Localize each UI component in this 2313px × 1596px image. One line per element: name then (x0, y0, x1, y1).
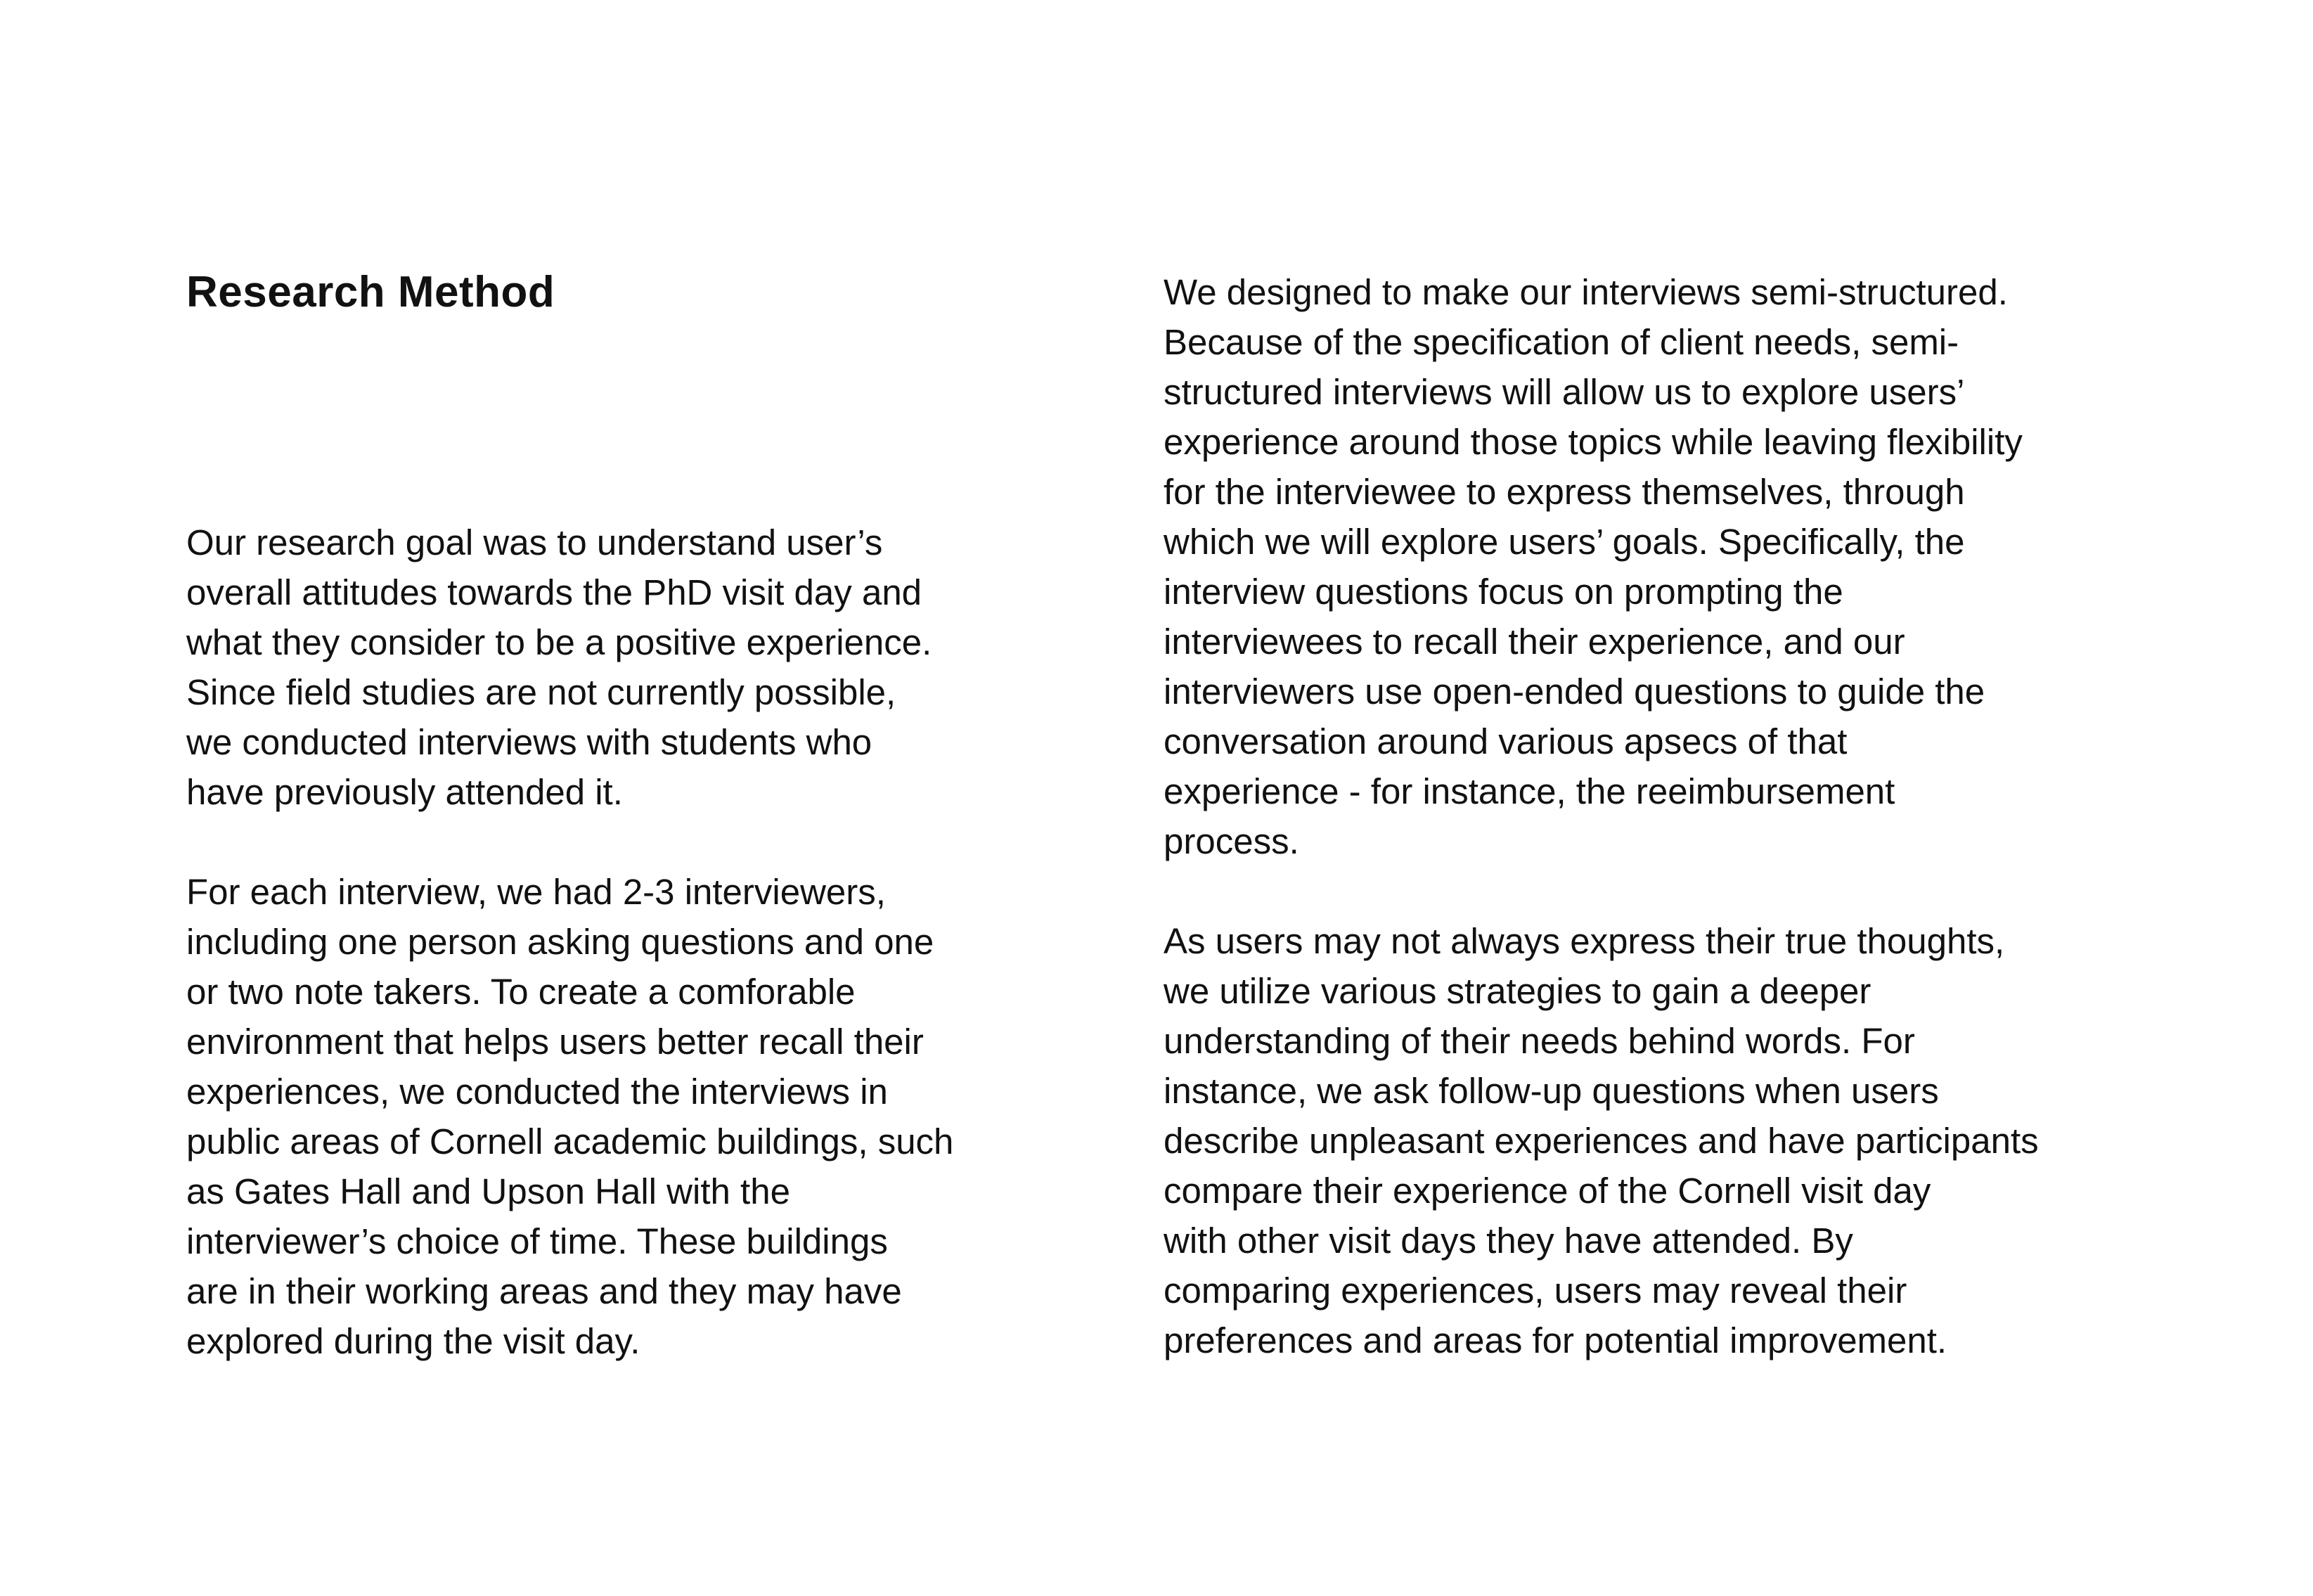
right-column (1164, 267, 2120, 1365)
text-line: We designed to make our interviews semi-structured. (1164, 272, 2008, 312)
text-line: or two note takers. To create a comforable (186, 972, 856, 1012)
right-paragraph-1 (1164, 267, 2120, 866)
text-line: what they consider to be a positive experience. (186, 622, 932, 662)
text-line: Since field studies are not currently possible, (186, 672, 896, 712)
text-line: interviewees to recall their experience, and our (1164, 622, 1905, 662)
text-line: for the interviewee to express themselves, through (1164, 472, 1965, 512)
text-line: Our research goal was to understand user’s (186, 522, 883, 562)
text-line: are in their working areas and they may have (186, 1271, 902, 1311)
text-line: For each interview, we had 2-3 interviewers, (186, 872, 886, 912)
left-column (186, 517, 1051, 1366)
text-line: have previously attended it. (186, 772, 623, 812)
text-line: process. (1164, 821, 1299, 861)
text-line: as Gates Hall and Upson Hall with the (186, 1171, 790, 1211)
left-paragraph-1 (186, 517, 1051, 817)
text-line: compare their experience of the Cornell visit day (1164, 1171, 1931, 1211)
text-line: As users may not always express their true thoughts, (1164, 921, 2005, 961)
text-line: interviewer’s choice of time. These buildings (186, 1221, 888, 1261)
text-line: conversation around various apsecs of that (1164, 721, 1848, 761)
text-line: explored during the visit day. (186, 1321, 640, 1361)
text-line: public areas of Cornell academic buildings, such (186, 1121, 954, 1161)
text-line: experience around those topics while leaving flexibility (1164, 422, 2023, 462)
text-line: comparing experiences, users may reveal their (1164, 1270, 1907, 1311)
text-line: we conducted interviews with students who (186, 722, 872, 762)
text-line: structured interviews will allow us to explore users’ (1164, 372, 1965, 412)
paragraph-spacer (1164, 866, 2120, 916)
text-line: interviewers use open-ended questions to guide the (1164, 671, 1985, 712)
text-line: experience - for instance, the reeimbursement (1164, 771, 1895, 811)
left-paragraph-2 (186, 867, 1051, 1366)
text-line: instance, we ask follow-up questions when users (1164, 1071, 1939, 1111)
text-line: including one person asking questions and one (186, 922, 934, 962)
paragraph-spacer (186, 817, 1051, 867)
text-line: understanding of their needs behind words. For (1164, 1021, 1915, 1061)
text-line: we utilize various strategies to gain a deeper (1164, 971, 1871, 1011)
text-line: preferences and areas for potential improvement. (1164, 1320, 1947, 1360)
page-title: Research Method (186, 268, 555, 316)
text-line: experiences, we conducted the interviews in (186, 1071, 888, 1112)
text-line: which we will explore users’ goals. Specifically, the (1164, 522, 1965, 562)
text-line: environment that helps users better recall their (186, 1022, 924, 1062)
text-line: with other visit days they have attended. By (1164, 1221, 1853, 1261)
text-line: Because of the specification of client needs, semi- (1164, 322, 1959, 362)
right-paragraph-2 (1164, 916, 2120, 1365)
text-line: overall attitudes towards the PhD visit day and (186, 572, 922, 612)
text-line: describe unpleasant experiences and have participants (1164, 1121, 2039, 1161)
text-line: interview questions focus on prompting the (1164, 572, 1843, 612)
